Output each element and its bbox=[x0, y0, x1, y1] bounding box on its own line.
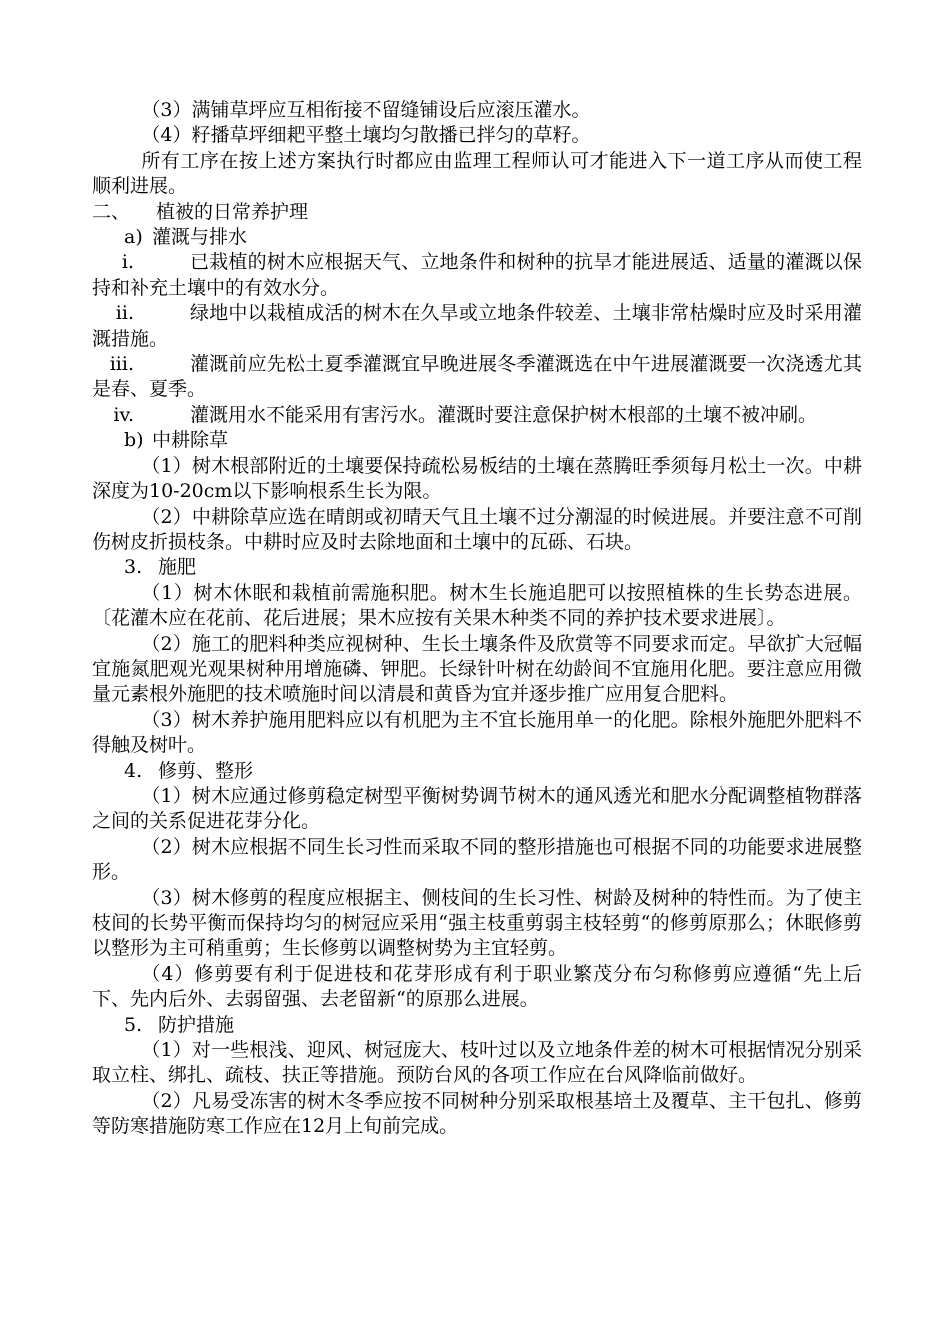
list-text: 已栽植的树木应根据天气、立地条件和树种的抗旱才能进展适、适量的灌溉以保持和补充土壤中的有效水分。 bbox=[92, 251, 862, 299]
subsection-title: 施肥 bbox=[158, 556, 197, 579]
subsection-marker: b) bbox=[124, 429, 144, 452]
subsection-heading bbox=[92, 1013, 862, 1038]
paragraph: （1）树木应通过修剪稳定树型平衡树势调节树木的通风透光和肥水分配调整植物群落之间的关系促进花芽分化。 bbox=[92, 784, 862, 833]
list-number: i. bbox=[121, 251, 134, 274]
list-number: iv. bbox=[113, 403, 134, 426]
subsection-marker: 5. bbox=[124, 1013, 143, 1036]
paragraph: （2）树木应根据不同生长习性而采取不同的整形措施也可根据不同的功能要求进展整形。 bbox=[92, 835, 862, 884]
paragraph: （2）中耕除草应选在晴朗或初晴天气且土壤不过分潮湿的时候进展。并要注意不可削伤树皮折损枝条。中耕时应及时去除地面和土壤中的瓦砾、石块。 bbox=[92, 505, 862, 553]
paragraph: （3）树木养护施用肥料应以有机肥为主不宜长施用单一的化肥。除根外施肥外肥料不得触及树叶。 bbox=[92, 708, 862, 757]
subsection-heading bbox=[92, 225, 862, 250]
subsection-heading bbox=[92, 428, 862, 453]
paragraph: （4）修剪要有利于促进枝和花芽形成有利于职业繁茂分布匀称修剪应遵循“先上后下、先内后外、去弱留强、去老留新“的原那么进展。 bbox=[92, 962, 862, 1011]
paragraph: （3）满铺草坪应互相衔接不留缝铺设后应滚压灌水。 bbox=[141, 99, 591, 121]
paragraph: （1）树木休眠和栽植前需施积肥。树木生长施追肥可以按照植株的生长势态进展。〔花灌木应在花前、花后进展；果木应按有关果木种类不同的养护技术要求进展〕。 bbox=[92, 581, 862, 630]
subsection-marker: 3. bbox=[124, 556, 143, 579]
paragraph: （2）凡易受冻害的树木冬季应按不同树种分别采取根基培土及覆草、主干包扎、修剪等防寒措施防寒工作应在12月上旬前完成。 bbox=[92, 1089, 862, 1138]
subsection-marker: 4. bbox=[124, 759, 143, 782]
subsection-title: 灌溉与排水 bbox=[152, 226, 248, 249]
paragraph: （3）树木修剪的程度应根据主、侧枝间的生长习性、树龄及树种的特性而。为了使主枝间的长势平衡而保持均匀的树冠应采用“强主枝重剪弱主枝轻剪“的修剪原那么；休眠修剪以整形为主可稍重剪；生长修剪以调整树势为主宜轻剪。 bbox=[92, 886, 862, 960]
subsection-title: 修剪、整形 bbox=[158, 759, 254, 782]
subsection-marker: a) bbox=[124, 226, 143, 249]
list-item bbox=[92, 403, 862, 428]
list-text: 绿地中以栽植成活的树木在久旱或立地条件较差、土壤非常枯燥时应及时采用灌溉措施。 bbox=[92, 302, 862, 350]
subsection-heading bbox=[92, 759, 862, 784]
section-heading bbox=[92, 200, 862, 225]
section-title: 植被的日常养护理 bbox=[156, 200, 309, 223]
list-item bbox=[92, 250, 862, 301]
list-item bbox=[92, 352, 862, 403]
subsection-heading bbox=[92, 555, 862, 580]
paragraph: （1）对一些根浅、迎风、树冠庞大、枝叶过以及立地条件差的树木可根据情况分别采取立柱、绑扎、疏枝、扶正等措施。预防台风的各项工作应在台风降临前做好。 bbox=[92, 1039, 862, 1087]
subsection-title: 中耕除草 bbox=[152, 429, 229, 452]
paragraph: 所有工序在按上述方案执行时都应由监理工程师认可才能进入下一道工序从而使工程顺利进展。 bbox=[92, 149, 862, 198]
paragraph: （4）籽播草坪细耙平整土壤均匀散播已拌匀的草籽。 bbox=[141, 124, 591, 147]
paragraph: （2）施工的肥料种类应视树种、生长土壤条件及欣赏等不同要求而定。早欲扩大冠幅宜施氮肥观光观果树种用增施磷、钾肥。长绿针叶树在幼龄间不宜施用化肥。要注意应用微量元素根外施肥的技术喷施时间以清晨和黄昏为宜并逐步推广应用复合肥料。 bbox=[92, 632, 862, 706]
list-number: ii. bbox=[115, 302, 134, 325]
list-text: 灌溉前应先松土夏季灌溉宜早晚进展冬季灌溉选在中午进展灌溉要一次浇透尤其是春、夏季。 bbox=[92, 353, 862, 401]
list-number: iii. bbox=[109, 353, 134, 376]
list-text: 灌溉用水不能采用有害污水。灌溉时要注意保护树木根部的土壤不被冲刷。 bbox=[190, 403, 818, 426]
paragraph: （1）树木根部附近的土壤要保持疏松易板结的土壤在蒸腾旺季须每月松土一次。中耕深度为10-20cm以下影响根系生长为限。 bbox=[92, 454, 862, 503]
subsection-title: 防护措施 bbox=[158, 1013, 235, 1036]
section-marker: 二、 bbox=[92, 200, 131, 223]
list-item bbox=[92, 301, 862, 352]
document-page bbox=[92, 98, 862, 1140]
